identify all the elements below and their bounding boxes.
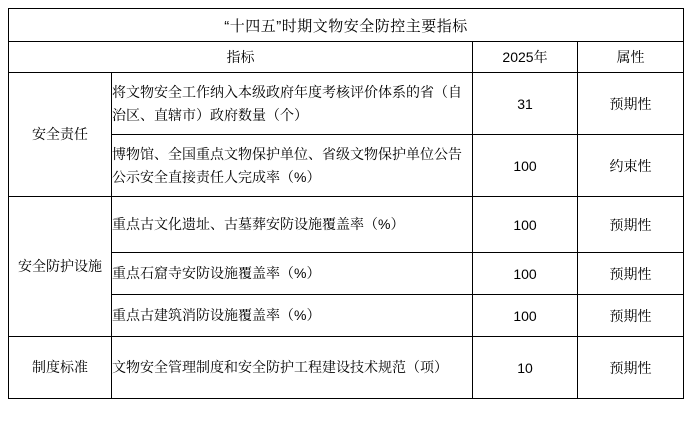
indicator-attribute: 预期性 (578, 295, 684, 337)
indicator-value: 10 (473, 337, 578, 399)
indicator-attribute: 预期性 (578, 73, 684, 135)
column-header-year: 2025年 (473, 42, 578, 73)
indicator-text: 将文物安全工作纳入本级政府年度考核评价体系的省（自治区、直辖市）政府数量（个） (112, 73, 473, 135)
indicator-attribute: 预期性 (578, 197, 684, 253)
indicator-text: 文物安全管理制度和安全防护工程建设技术规范（项） (112, 337, 473, 399)
indicator-value: 100 (473, 253, 578, 295)
indicator-value: 100 (473, 135, 578, 197)
table-row (9, 337, 684, 399)
indicator-value: 100 (473, 295, 578, 337)
category-label-security-facilities: 安全防护设施 (9, 197, 112, 337)
category-label-system-standards: 制度标准 (9, 337, 112, 399)
table-header-row (9, 42, 684, 73)
column-header-attribute: 属性 (578, 42, 684, 73)
indicator-attribute: 预期性 (578, 253, 684, 295)
indicator-value: 100 (473, 197, 578, 253)
column-header-indicator: 指标 (9, 42, 473, 73)
indicator-text: 重点古建筑消防设施覆盖率（%） (112, 295, 473, 337)
indicator-table (8, 8, 684, 399)
indicator-text: 重点古文化遗址、古墓葬安防设施覆盖率（%） (112, 197, 473, 253)
category-label-safety-responsibility: 安全责任 (9, 73, 112, 197)
indicator-attribute: 预期性 (578, 337, 684, 399)
indicator-text: 重点石窟寺安防设施覆盖率（%） (112, 253, 473, 295)
table-title-row (9, 9, 684, 42)
page-title: “十四五”时期文物安全防控主要指标 (9, 9, 684, 42)
indicator-value: 31 (473, 73, 578, 135)
indicator-attribute: 约束性 (578, 135, 684, 197)
indicator-text: 博物馆、全国重点文物保护单位、省级文物保护单位公告公示安全直接责任人完成率（%） (112, 135, 473, 197)
table-row (9, 197, 684, 253)
table-row (9, 73, 684, 135)
